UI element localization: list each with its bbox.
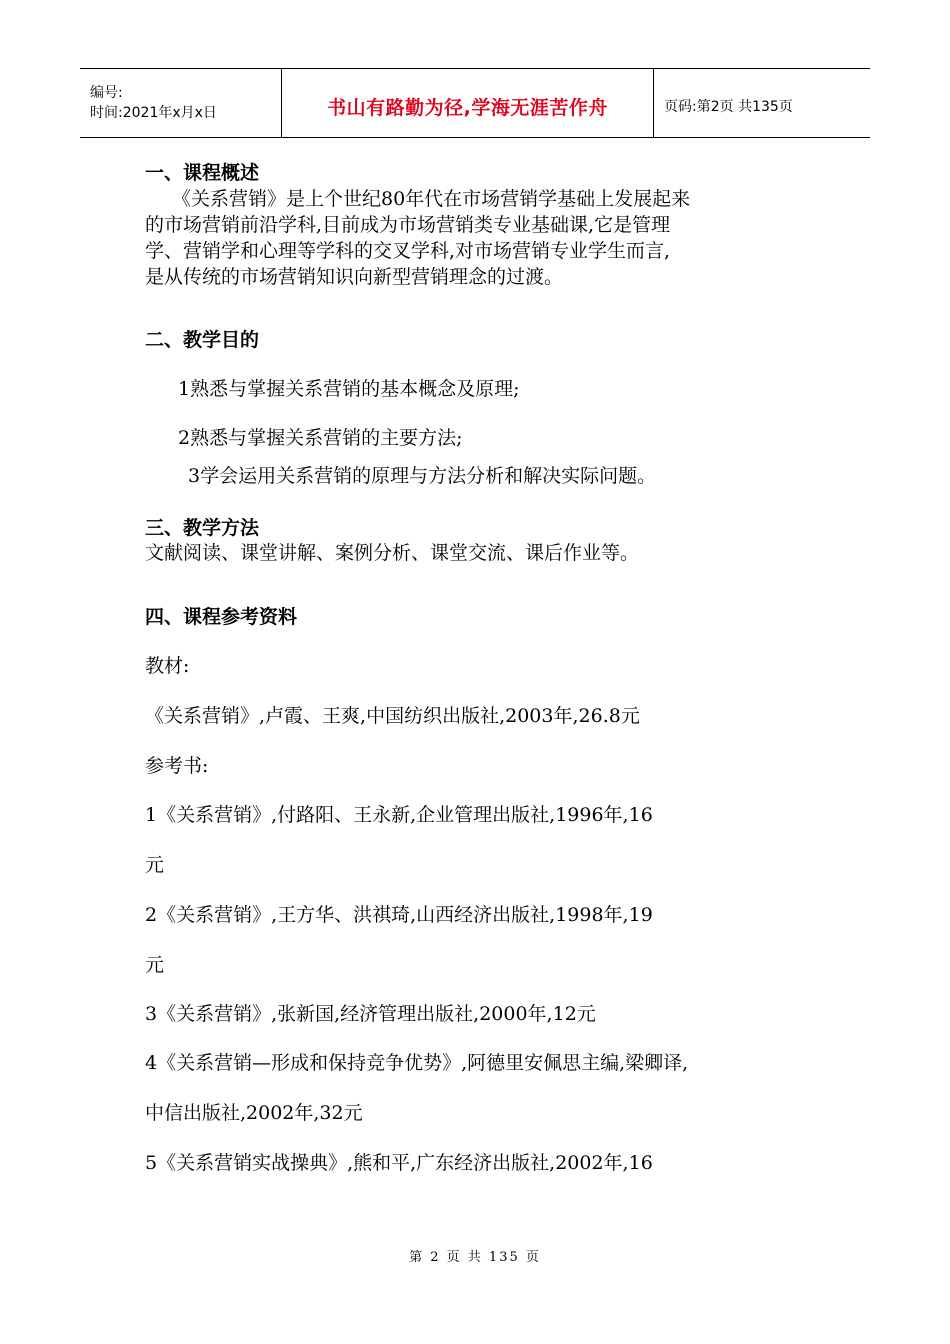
textbook-label: 教材: (145, 655, 190, 677)
header-motto-cell (282, 69, 654, 137)
reference-1-cont: 元 (145, 854, 165, 876)
number-label: 编号: (90, 85, 123, 101)
section-2-title: 二、教学目的 (145, 329, 260, 351)
reference-3: 3《关系营销》,张新国,经济管理出版社,2000年,12元 (145, 1003, 596, 1025)
references-label: 参考书: (145, 755, 209, 777)
reference-2: 2《关系营销》,王方华、洪祺琦,山西经济出版社,1998年,19 (145, 904, 653, 926)
section-1-text-line: 学、营销学和心理等学科的交叉学科,对市场营销专业学生而言, (145, 240, 671, 262)
reference-5: 5《关系营销实战操典》,熊和平,广东经济出版社,2002年,16 (145, 1152, 653, 1174)
reference-4: 4《关系营销—形成和保持竞争优势》,阿德里安佩思主编,梁卿译, (145, 1052, 689, 1074)
section-1-text-line: 是从传统的市场营销知识向新型营销理念的过渡。 (145, 266, 564, 288)
header-motto: 书山有路勤为径,学海无涯苦作舟 (327, 96, 608, 119)
reference-1: 1《关系营销》,付路阳、王永新,企业管理出版社,1996年,16 (145, 804, 653, 826)
header-page-info: 页码:第2页 共135页 (664, 99, 793, 115)
section-3-title: 三、教学方法 (145, 517, 260, 539)
objective-item-3: 3学会运用关系营销的原理与方法分析和解决实际问题。 (188, 465, 657, 487)
objective-item-2: 2熟悉与掌握关系营销的主要方法; (178, 427, 463, 449)
reference-2-cont: 元 (145, 954, 165, 976)
objective-item-1: 1熟悉与掌握关系营销的基本概念及原理; (178, 378, 520, 400)
page-footer: 第 2 页 共 135 页 (409, 1250, 541, 1265)
header-meta (80, 69, 282, 137)
teaching-methods-text: 文献阅读、课堂讲解、案例分析、课堂交流、课后作业等。 (145, 542, 640, 564)
reference-4-cont: 中信出版社,2002年,32元 (145, 1102, 363, 1124)
time-label: 时间:2021年x月x日 (90, 105, 217, 121)
section-1-text-line: 《关系营销》是上个世纪80年代在市场营销学基础上发展起来 (172, 188, 691, 210)
section-4-title: 四、课程参考资料 (145, 606, 298, 628)
section-1-text-line: 的市场营销前沿学科,目前成为市场营销类专业基础课,它是管理 (145, 214, 671, 236)
document-header (80, 68, 870, 138)
section-1-title: 一、课程概述 (145, 162, 260, 184)
textbook-entry: 《关系营销》,卢霞、王爽,中国纺织出版社,2003年,26.8元 (145, 705, 640, 727)
